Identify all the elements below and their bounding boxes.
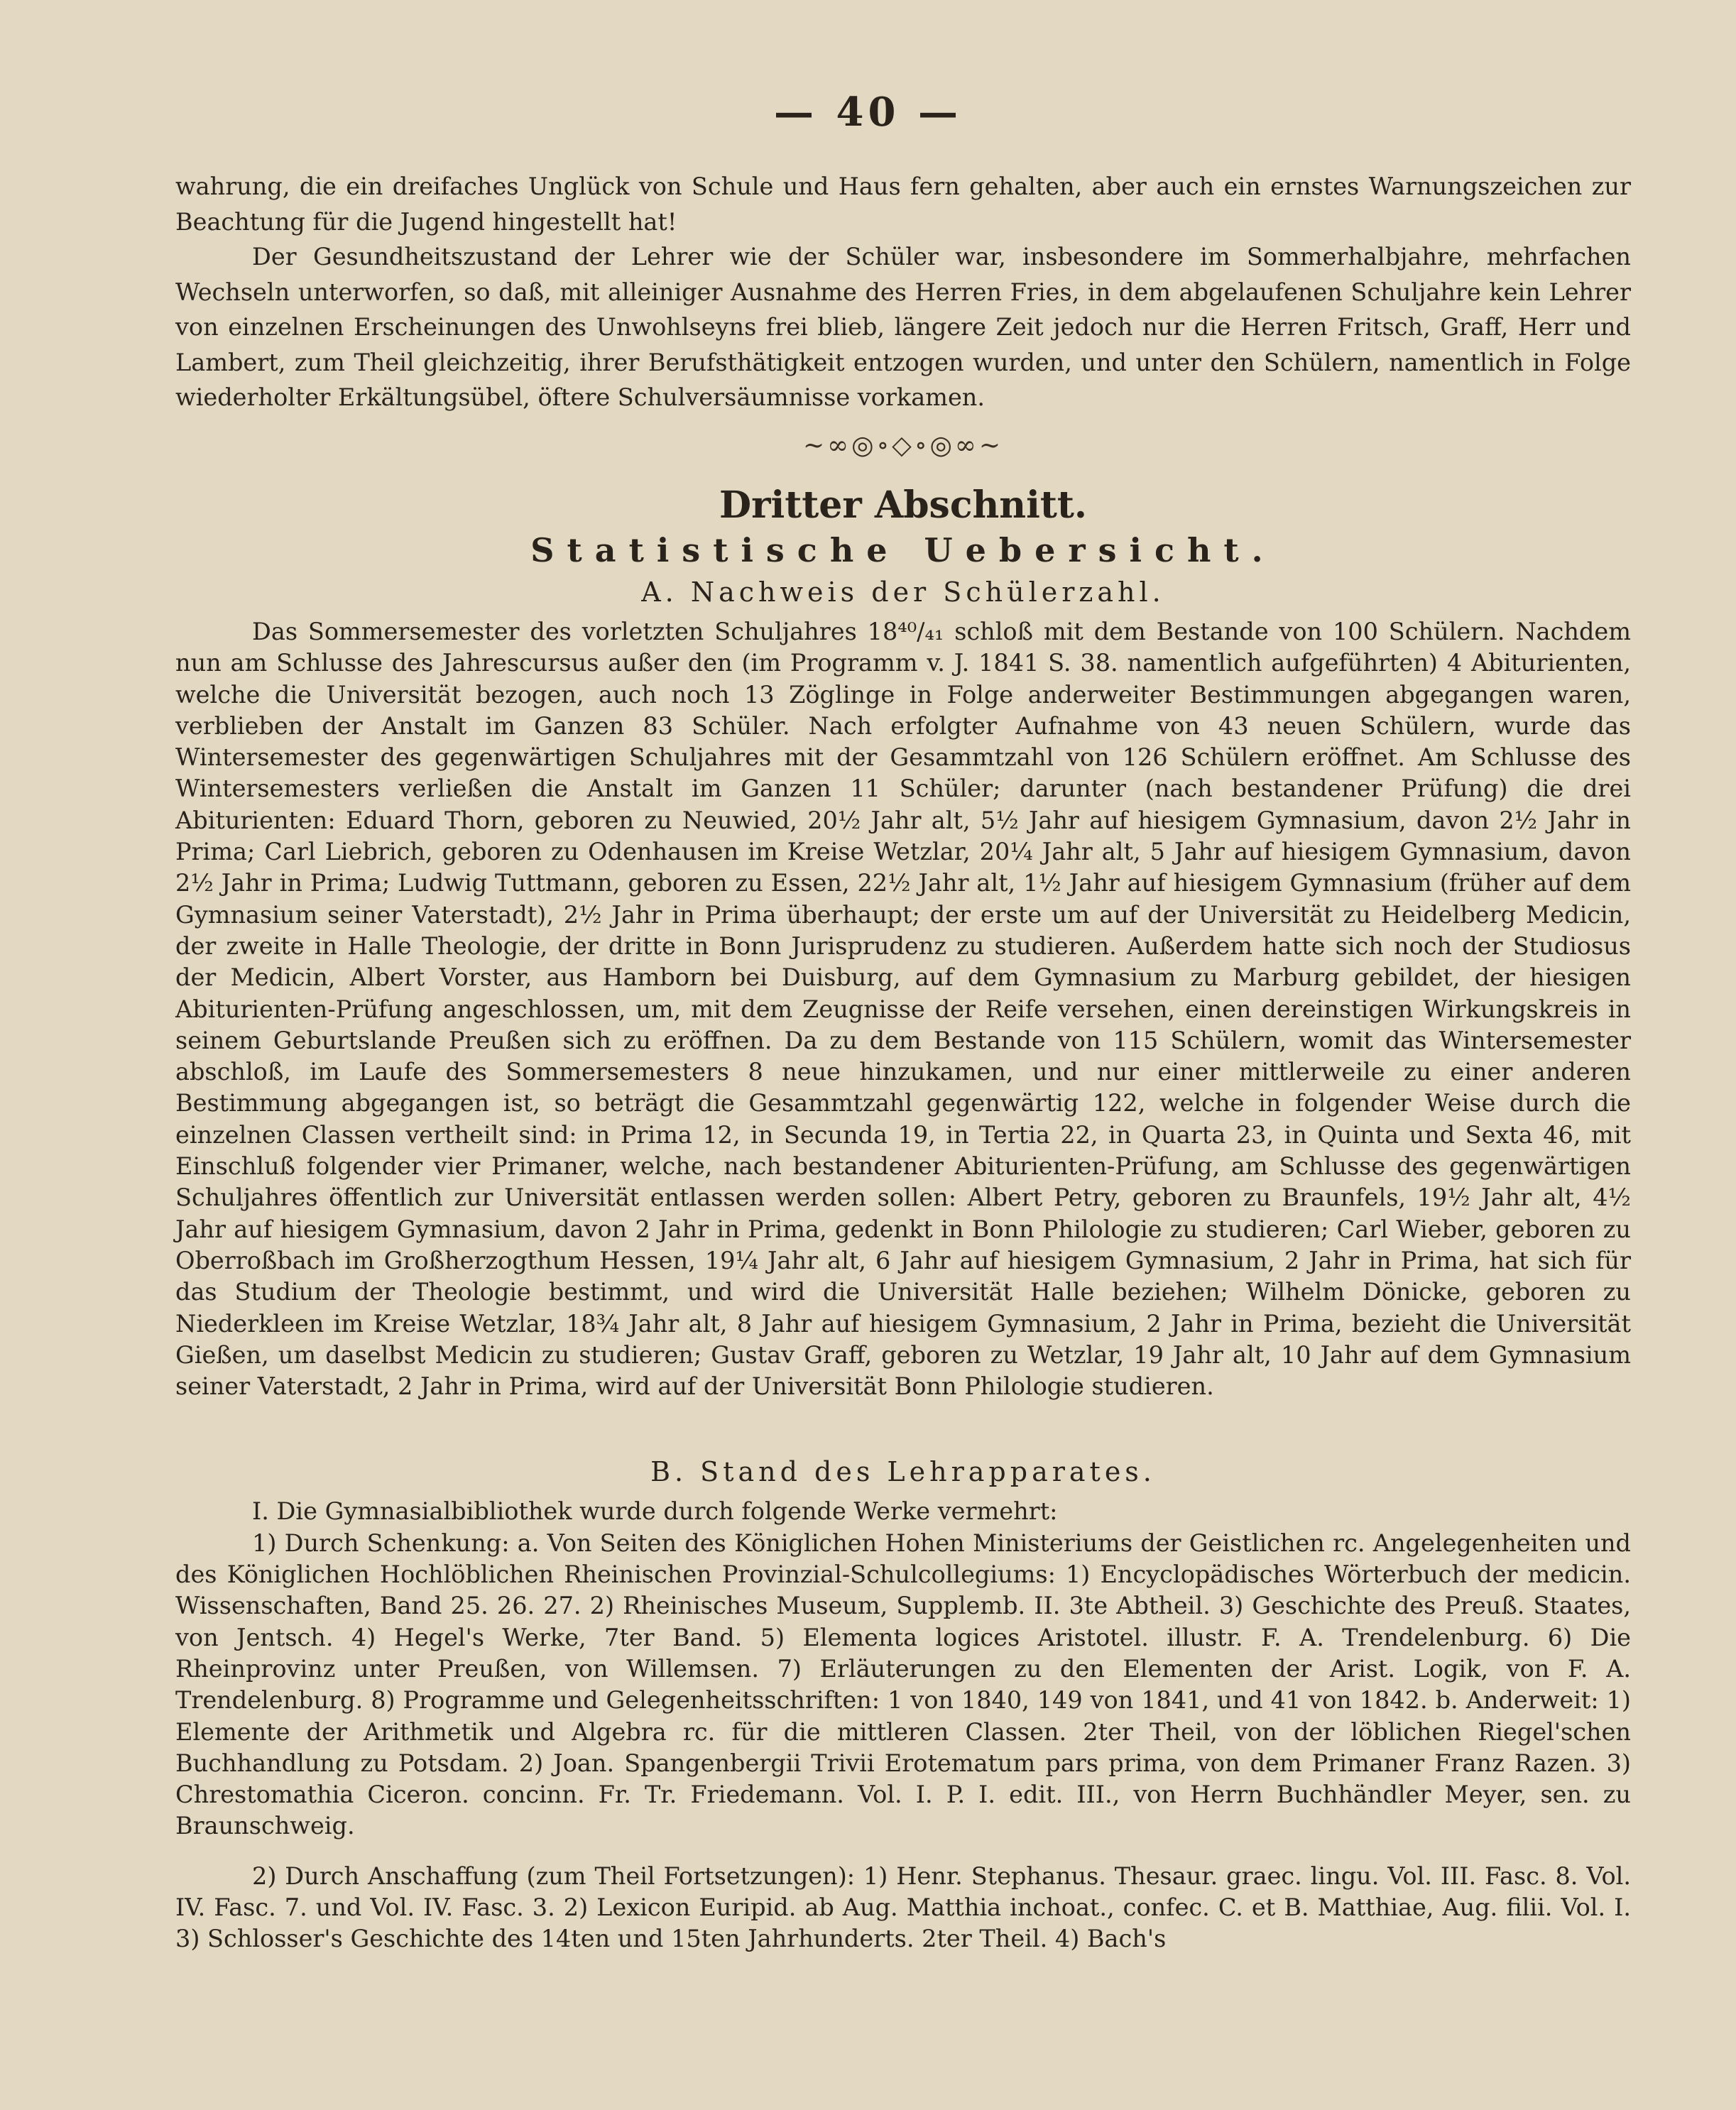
- paragraph-continuation: wahrung, die ein dreifaches Unglück von Schule und Haus fern gehalten, aber auch ein ernstes Warnungszeichen zur Beachtung für die Jugend hingestellt hat!: [175, 173, 1631, 236]
- page-body: [175, 169, 1631, 1955]
- subsection-b-heading: B. Stand des Lehrapparates.: [650, 1456, 1156, 1488]
- subsection-a-heading: A. Nachweis der Schülerzahl.: [641, 576, 1165, 608]
- page-number: — 40 —: [774, 89, 962, 136]
- paragraph-health: Der Gesundheitszustand der Lehrer wie der Schüler war, insbesondere im Sommerhalbjahre, mehrfachen Wechseln unterworfen, so daß, mit alleiniger Ausnahme des Herren Fries, in dem abgelaufenen Schuljahre kein Lehrer von einzelnen Erscheinungen des Unwohlseyns frei blieb, längere Zeit jedoch nur die Herren Fritsch, Graff, Herr und Lambert, zum Theil gleichzeitig, ihrer Berufsthätigkeit entzogen wurden, und unter den Schülern, namentlich in Folge wiederholter Erkältungsübel, öftere Schulversäumnisse vorkamen.: [175, 243, 1631, 411]
- section-subtitle: Statistische Uebersicht.: [530, 531, 1276, 569]
- paragraph-acquisitions: 2) Durch Anschaffung (zum Theil Fortsetzungen): 1) Henr. Stephanus. Thesaur. graec. lingu. Vol. III. Fasc. 8. Vol. IV. Fasc. 7. und Vol. IV. Fasc. 3. 2) Lexicon Euripid. ab Aug. Matthia inchoat., confec. C. et B. Matthiae, Aug. filii. Vol. I. 3) Schlosser's Geschichte des 14ten und 15ten Jahrhunderts. 2ter Theil. 4) Bach's: [175, 1862, 1631, 1953]
- paragraph-donations: 1) Durch Schenkung: a. Von Seiten des Königlichen Hohen Ministeriums der Geistlichen rc. Angelegenheiten und des Königlichen Hochlöblichen Rheinischen Provinzial-Schulcollegiums: 1) Encyclopädisches Wörterbuch der medicin. Wissenschaften, Band 25. 26. 27. 2) Rheinisches Museum, Supplemb. II. 3te Abtheil. 3) Geschichte des Preuß. Staates, von Jentsch. 4) Hegel's Werke, 7ter Band. 5) Elementa logices Aristotel. illustr. F. A. Trendelenburg. 6) Die Rheinprovinz unter Preußen, von Willemsen. 7) Erläuterungen zu den Elementen der Arist. Logik, von F. A. Trendelenburg. 8) Programme und Gelegenheitsschriften: 1 von 1840, 149 von 1841, und 41 von 1842. b. Anderweit: 1) Elemente der Arithmetik und Algebra rc. für die mittleren Classen. 2ter Theil, von der löblichen Riegel'schen Buchhandlung zu Potsdam. 2) Joan. Spangenbergii Trivii Erotematum pars prima, von dem Primaner Franz Razen. 3) Chrestomathia Ciceron. concinn. Fr. Tr. Friedemann. Vol. I. P. I. edit. III., von Herrn Buchhändler Meyer, sen. zu Braunschweig.: [175, 1529, 1631, 1840]
- section-title: Dritter Abschnitt.: [719, 483, 1088, 527]
- paragraph-student-count: Das Sommersemester des vorletzten Schuljahres 18⁴⁰/₄₁ schloß mit dem Bestande von 100 Schülern. Nachdem nun am Schlusse des Jahrescursus außer den (im Programm v. J. 1841 S. 38. namentlich aufgeführten) 4 Abiturienten, welche die Universität bezogen, auch noch 13 Zöglinge in Folge anderweiter Bestimmungen abgegangen waren, verblieben der Anstalt im Ganzen 83 Schüler. Nach erfolgter Aufnahme von 43 neuen Schülern, wurde das Wintersemester des gegenwärtigen Schuljahres mit der Gesammtzahl von 126 Schülern eröffnet. Am Schlusse des Wintersemesters verließen die Anstalt im Ganzen 11 Schüler; darunter (nach bestandener Prüfung) die drei Abiturienten: Eduard Thorn, geboren zu Neuwied, 20½ Jahr alt, 5½ Jahr auf hiesigem Gymnasium, davon 2½ Jahr in Prima; Carl Liebrich, geboren zu Odenhausen im Kreise Wetzlar, 20¼ Jahr alt, 5 Jahr auf hiesigem Gymnasium, davon 2½ Jahr in Prima; Ludwig Tuttmann, geboren zu Essen, 22½ Jahr alt, 1½ Jahr auf hiesigem Gymnasium (früher auf dem Gymnasium seiner Vaterstadt), 2½ Jahr in Prima überhaupt; der erste um auf der Universität zu Heidelberg Medicin, der zweite in Halle Theologie, der dritte in Bonn Jurisprudenz zu studieren. Außerdem hatte sich noch der Studiosus der Medicin, Albert Vorster, aus Hamborn bei Duisburg, auf dem Gymnasium zu Marburg gebildet, der hiesigen Abiturienten-Prüfung angeschlossen, um, mit dem Zeugnisse der Reife versehen, einen dereinstigen Wirkungskreis in seinem Geburtslande Preußen sich zu eröffnen. Da zu dem Bestande von 115 Schülern, womit das Wintersemester abschloß, im Laufe des Sommersemesters 8 neue hinzukamen, und nur einer mittlerweile zu einer anderen Bestimmung abgegangen ist, so beträgt die Gesammtzahl gegenwärtig 122, welche in folgender Weise durch die einzelnen Classen vertheilt sind: in Prima 12, in Secunda 19, in Tertia 22, in Quarta 23, in Quinta und Sexta 46, mit Einschluß folgender vier Primaner, welche, nach bestandener Abiturienten-Prüfung, am Schlusse des gegenwärtigen Schuljahres öffentlich zur Universität entlassen werden sollen: Albert Petry, geboren zu Braunfels, 19½ Jahr alt, 4½ Jahr auf hiesigem Gymnasium, davon 2 Jahr in Prima, gedenkt in Bonn Philologie zu studieren; Carl Wieber, geboren zu Oberroßbach im Großherzogthum Hessen, 19¼ Jahr alt, 6 Jahr auf hiesigem Gymnasium, 2 Jahr in Prima, hat sich für das Studium der Theologie bestimmt, und wird die Universität Halle beziehen; Wilhelm Dönicke, geboren zu Niederkleen im Kreise Wetzlar, 18¾ Jahr alt, 8 Jahr auf hiesigem Gymnasium, 2 Jahr in Prima, bezieht die Universität Gießen, um daselbst Medicin zu studieren; Gustav Graff, geboren zu Wetzlar, 19 Jahr alt, 10 Jahr auf dem Gymnasium seiner Vaterstadt, 2 Jahr in Prima, wird auf der Universität Bonn Philologie studieren.: [175, 618, 1631, 1401]
- paragraph-library-intro: I. Die Gymnasialbibliothek wurde durch folgende Werke vermehrt:: [252, 1497, 1058, 1526]
- ornament-divider: ~∞◎∘◇∘◎∞~: [802, 430, 1004, 460]
